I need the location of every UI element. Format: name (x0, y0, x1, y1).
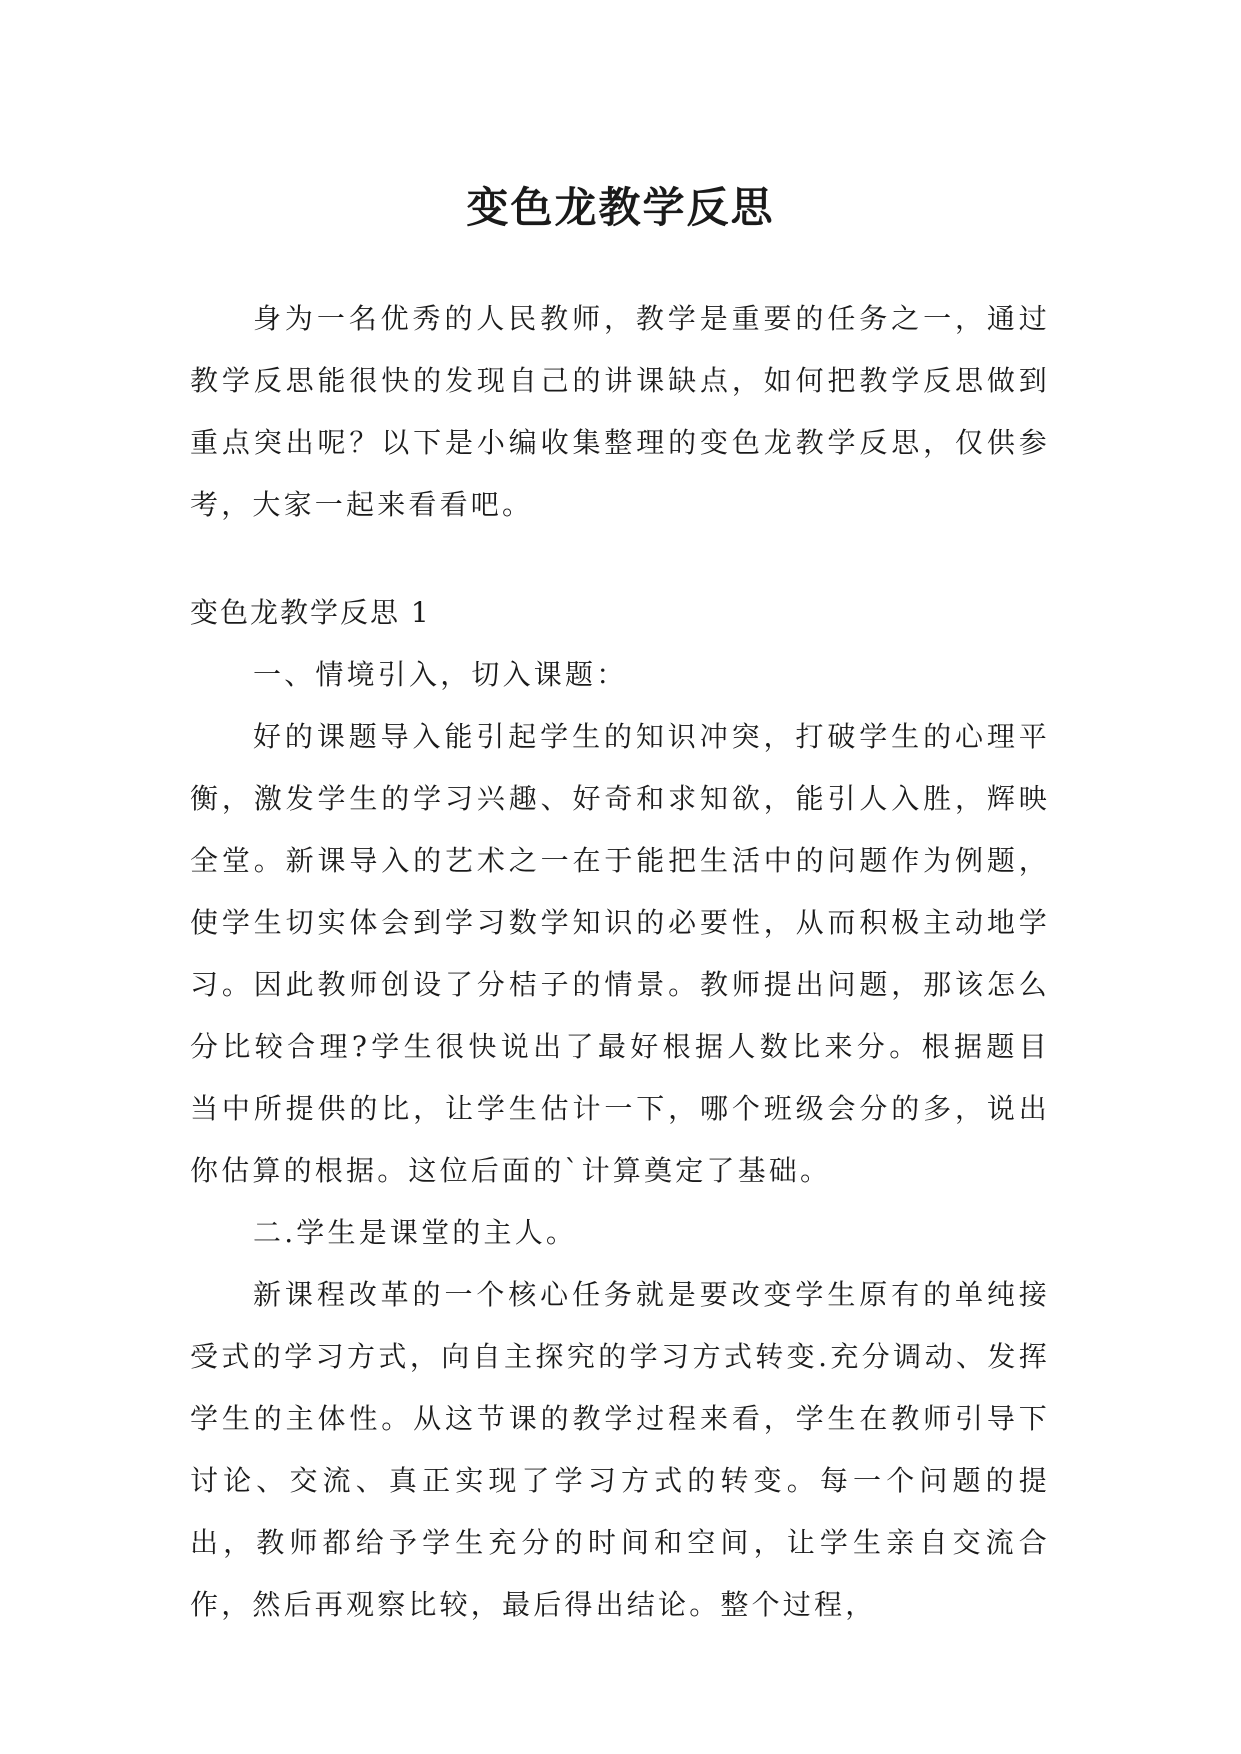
body-paragraph-1: 好的课题导入能引起学生的知识冲突，打破学生的心理平衡，激发学生的学习兴趣、好奇和求知欲，能引人入胜，辉映全堂。新课导入的艺术之一在于能把生活中的问题作为例题，使学生切实体会到学习数学知识的必要性，从而积极主动地学习。因此教师创设了分桔子的情景。教师提出问题，那该怎么分比较合理?学生很快说出了最好根据人数比来分。根据题目当中所提供的比，让学生估计一下，哪个班级会分的多，说出你估算的根据。这位后面的`计算奠定了基础。 (190, 720, 1050, 1187)
document-title: 变色龙教学反思 (466, 183, 775, 233)
body-paragraph-2: 新课程改革的一个核心任务就是要改变学生原有的单纯接受式的学习方式，向自主探究的学习方式转变.充分调动、发挥学生的主体性。从这节课的教学过程来看，学生在教师引导下讨论、交流、真正实现了学习方式的转变。每一个问题的提出，教师都给予学生充分的时间和空间，让学生亲自交流合作，然后再观察比较，最后得出结论。整个过程， (190, 1278, 1050, 1621)
document-body (190, 288, 1050, 1636)
intro-paragraph: 身为一名优秀的人民教师，教学是重要的任务之一，通过教学反思能很快的发现自己的讲课缺点，如何把教学反思做到重点突出呢？以下是小编收集整理的变色龙教学反思，仅供参考，大家一起来看看吧。 (190, 302, 1050, 521)
subheading-2: 二.学生是课堂的主人。 (253, 1216, 578, 1249)
section-heading: 变色龙教学反思 1 (190, 596, 431, 629)
subheading-1: 一、情境引入，切入课题： (253, 658, 628, 691)
